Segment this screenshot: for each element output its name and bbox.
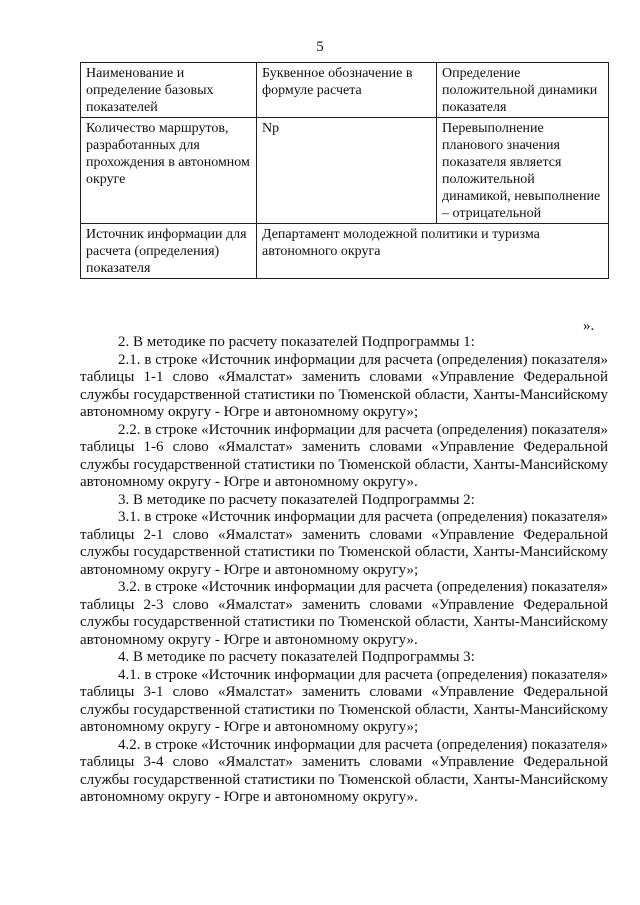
paragraph-item: 3. В методике по расчету показателей Подпрограммы 2: xyxy=(118,491,475,508)
paragraph-item: 2.2. в строке «Источник информации для расчета (определения) показателя» таблицы 1-6 слово «Ямалстат» заменить словами «Управление Федеральной службы государственной статистики по Тюменской области, Ханты-Мансийскому автономному округу - Югре и автономному округу». xyxy=(80,421,608,490)
paragraph-item: 3.2. в строке «Источник информации для расчета (определения) показателя» таблицы 2-3 слово «Ямалстат» заменить словами «Управление Федеральной службы государственной статистики по Тюменской области, Ханты-Мансийскому автономному округу - Югре и автономному округу». xyxy=(80,579,608,648)
cell-letter-symbol: Np xyxy=(257,118,437,224)
table-row xyxy=(81,118,609,224)
paragraph-item: 4. В методике по расчету показателей Подпрограммы 3: xyxy=(118,649,475,665)
cell-positive-dynamics: Перевыполнение планового значения показателя является положительной динамикой, невыполнение – отрицательной xyxy=(437,118,609,224)
cell-source-value: Департамент молодежной политики и туризма автономного округа xyxy=(257,224,609,279)
page-number: 5 xyxy=(316,39,324,55)
paragraph-item: 3.1. в строке «Источник информации для расчета (определения) показателя» таблицы 2-1 слово «Ямалстат» заменить словами «Управление Федеральной службы государственной статистики по Тюменской области, Ханты-Мансийскому автономному округу - Югре и автономному округу»; xyxy=(80,509,608,578)
header-indicator-name: Наименование и определение базовых показателей xyxy=(81,63,257,118)
closing-quote: ». xyxy=(583,318,595,334)
cell-source-label: Источник информации для расчета (определения) показателя xyxy=(81,224,257,279)
cell-indicator-name: Количество маршрутов, разработанных для прохождения в автономном округе xyxy=(81,118,257,224)
paragraph-item: 2. В методике по расчету показателей Подпрограммы 1: xyxy=(118,334,475,350)
table-row-source xyxy=(81,224,609,279)
paragraph-item: 4.1. в строке «Источник информации для расчета (определения) показателя» таблицы 3-1 слово «Ямалстат» заменить словами «Управление Федеральной службы государственной статистики по Тюменской области, Ханты-Мансийскому автономному округу - Югре и автономному округу»; xyxy=(80,666,608,735)
table-header-row xyxy=(81,63,609,118)
amendment-text xyxy=(80,334,608,807)
paragraph-item: 2.1. в строке «Источник информации для расчета (определения) показателя» таблицы 1-1 слово «Ямалстат» заменить словами «Управление Федеральной службы государственной статистики по Тюменской области, Ханты-Мансийскому автономному округу - Югре и автономному округу»; xyxy=(80,351,608,420)
paragraph-item: 4.2. в строке «Источник информации для расчета (определения) показателя» таблицы 3-4 слово «Ямалстат» заменить словами «Управление Федеральной службы государственной статистики по Тюменской области, Ханты-Мансийскому автономному округу - Югре и автономному округу». xyxy=(80,736,608,805)
indicator-table xyxy=(80,62,609,279)
header-positive-dynamics: Определение положительной динамики показателя xyxy=(437,63,609,118)
header-letter-symbol: Буквенное обозначение в формуле расчета xyxy=(257,63,437,118)
